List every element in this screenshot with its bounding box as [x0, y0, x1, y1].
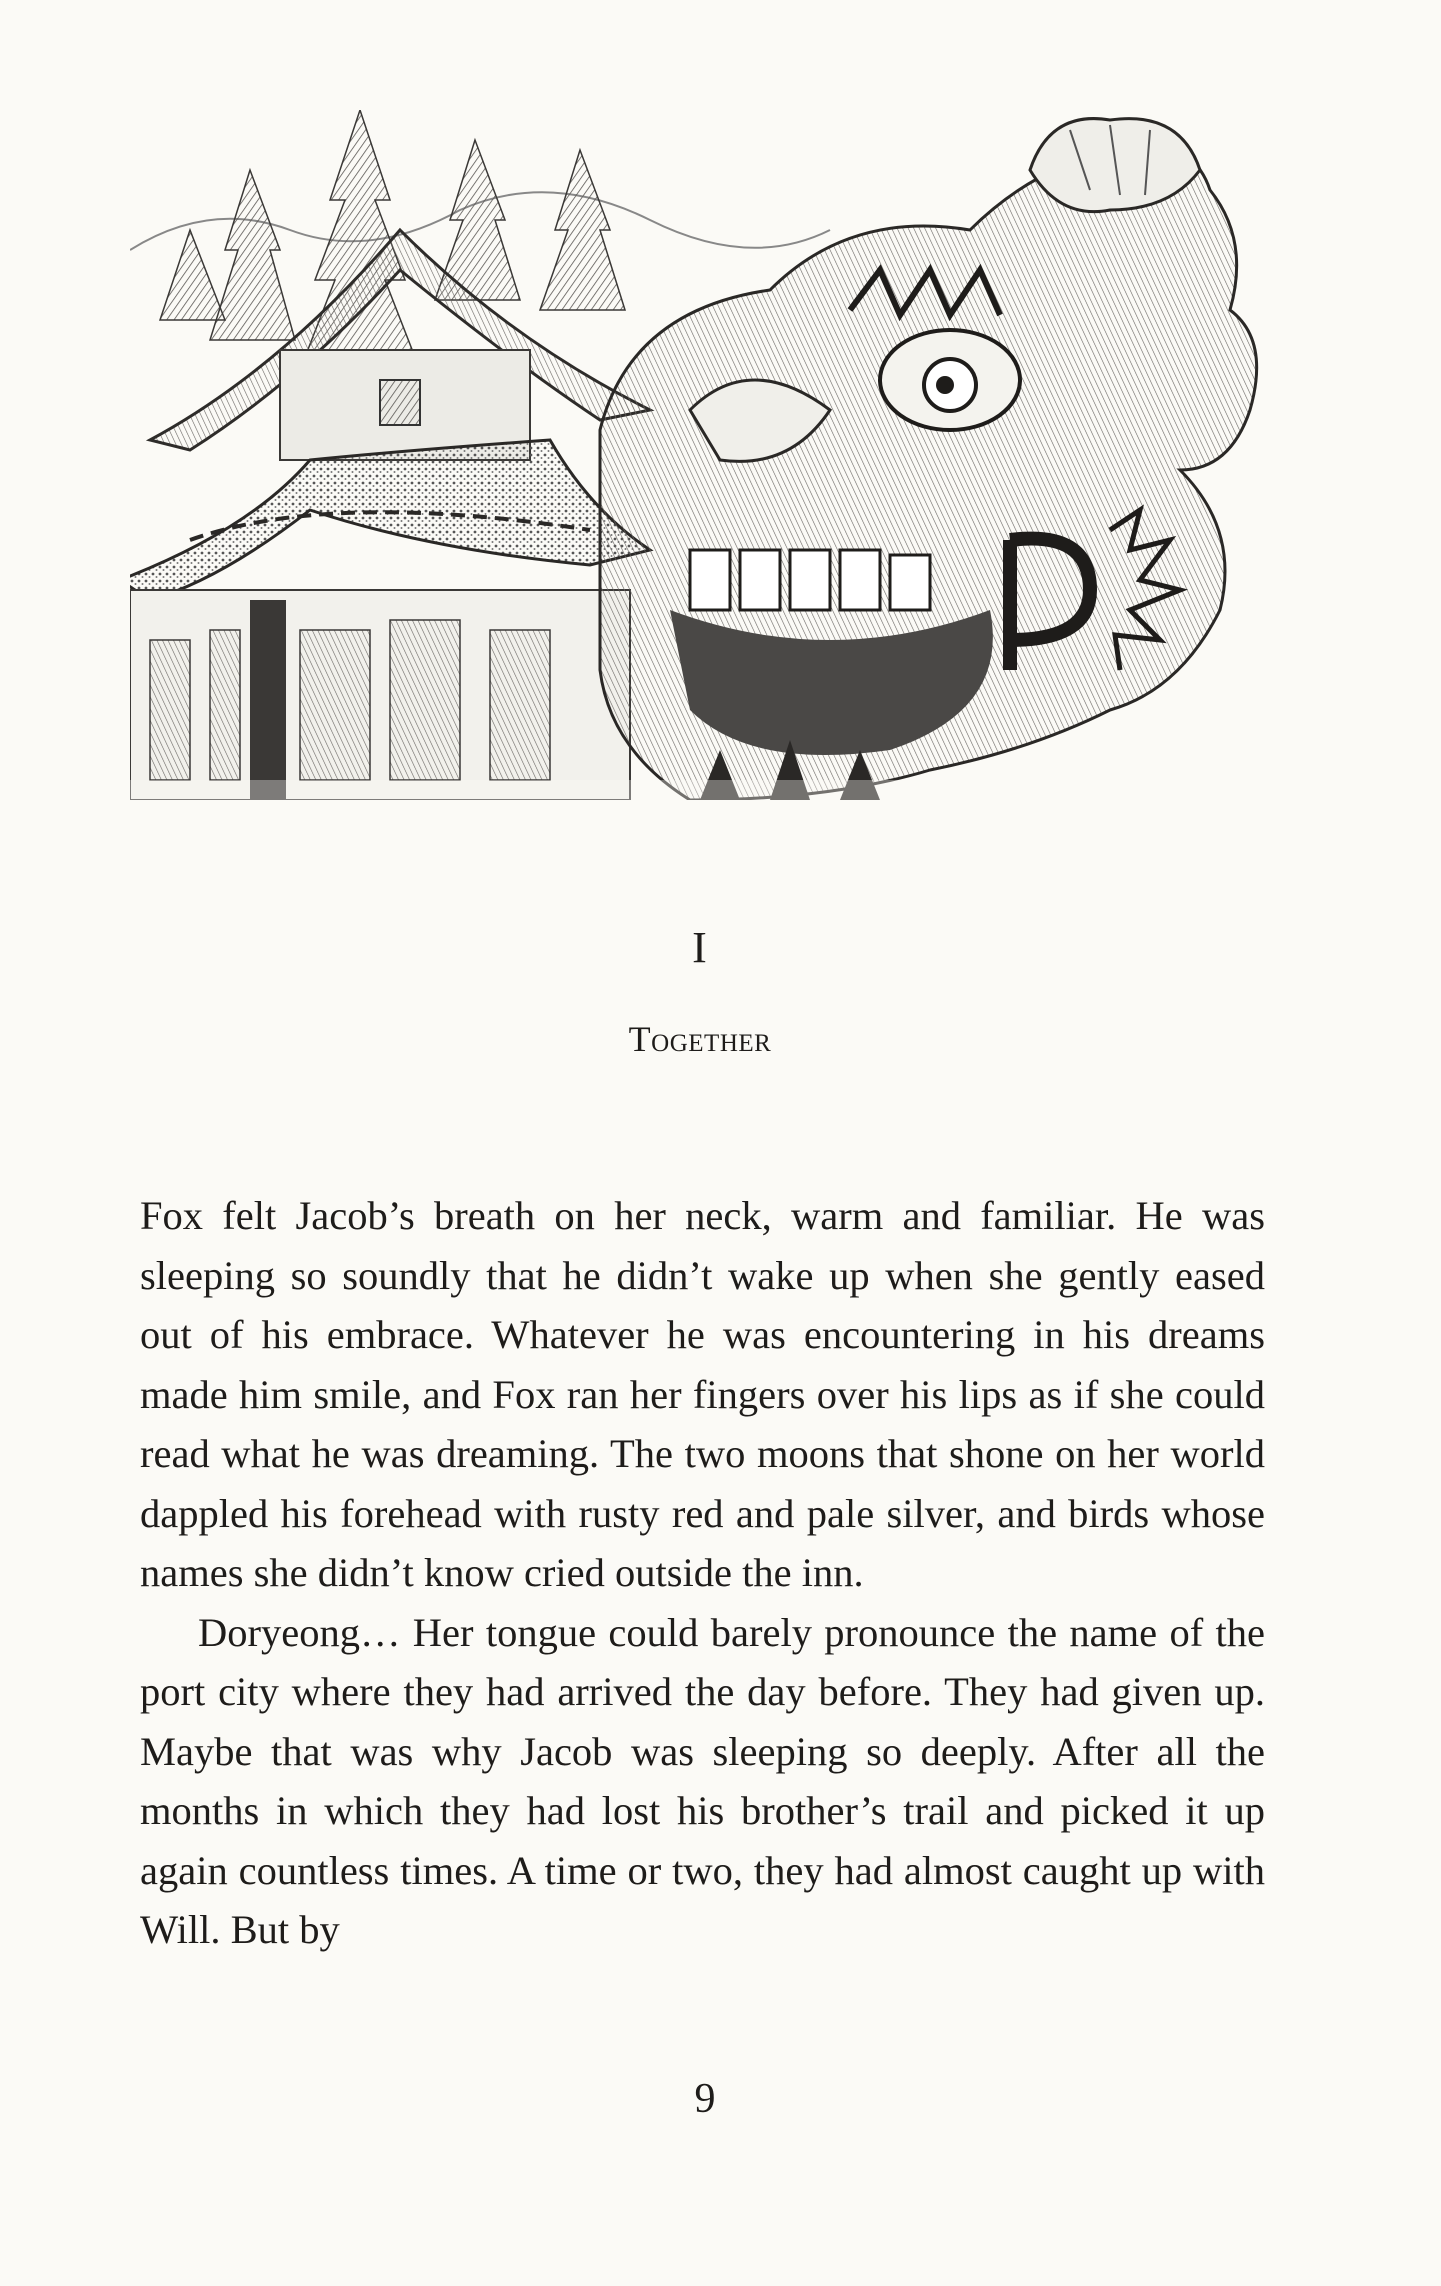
chapter-illustration [130, 110, 1260, 800]
paragraph: Doryeong… Her tongue could barely pronounce the name of the port city where they had arrived the day before. They had given up. Maybe that was why Jacob was sleeping so deeply. After all the months in which they had lost his brother’s trail and picked it up again countless times. A time or two, they had almost caught up with Will. But by [140, 1609, 1265, 1952]
paragraph: Fox felt Jacob’s breath on her neck, warm and familiar. He was sleeping so soundly that he didn’t wake up when she gently eased out of his embrace. Whatever he was encountering in his dreams made him smile, and Fox ran her fingers over his lips as if she could read what he was dreaming. The two moons that shone on her world dappled his forehead with rusty red and pale silver, and birds whose names she didn’t know cried outside the inn. [140, 1193, 1265, 1595]
chapter-body [140, 1186, 1265, 1960]
chapter-title: Together [628, 1019, 772, 1059]
dragon-temple-sketch [130, 110, 1260, 800]
page-number: 9 [694, 2076, 716, 2122]
chapter-number: I [692, 923, 708, 972]
dragon-head [600, 119, 1257, 800]
